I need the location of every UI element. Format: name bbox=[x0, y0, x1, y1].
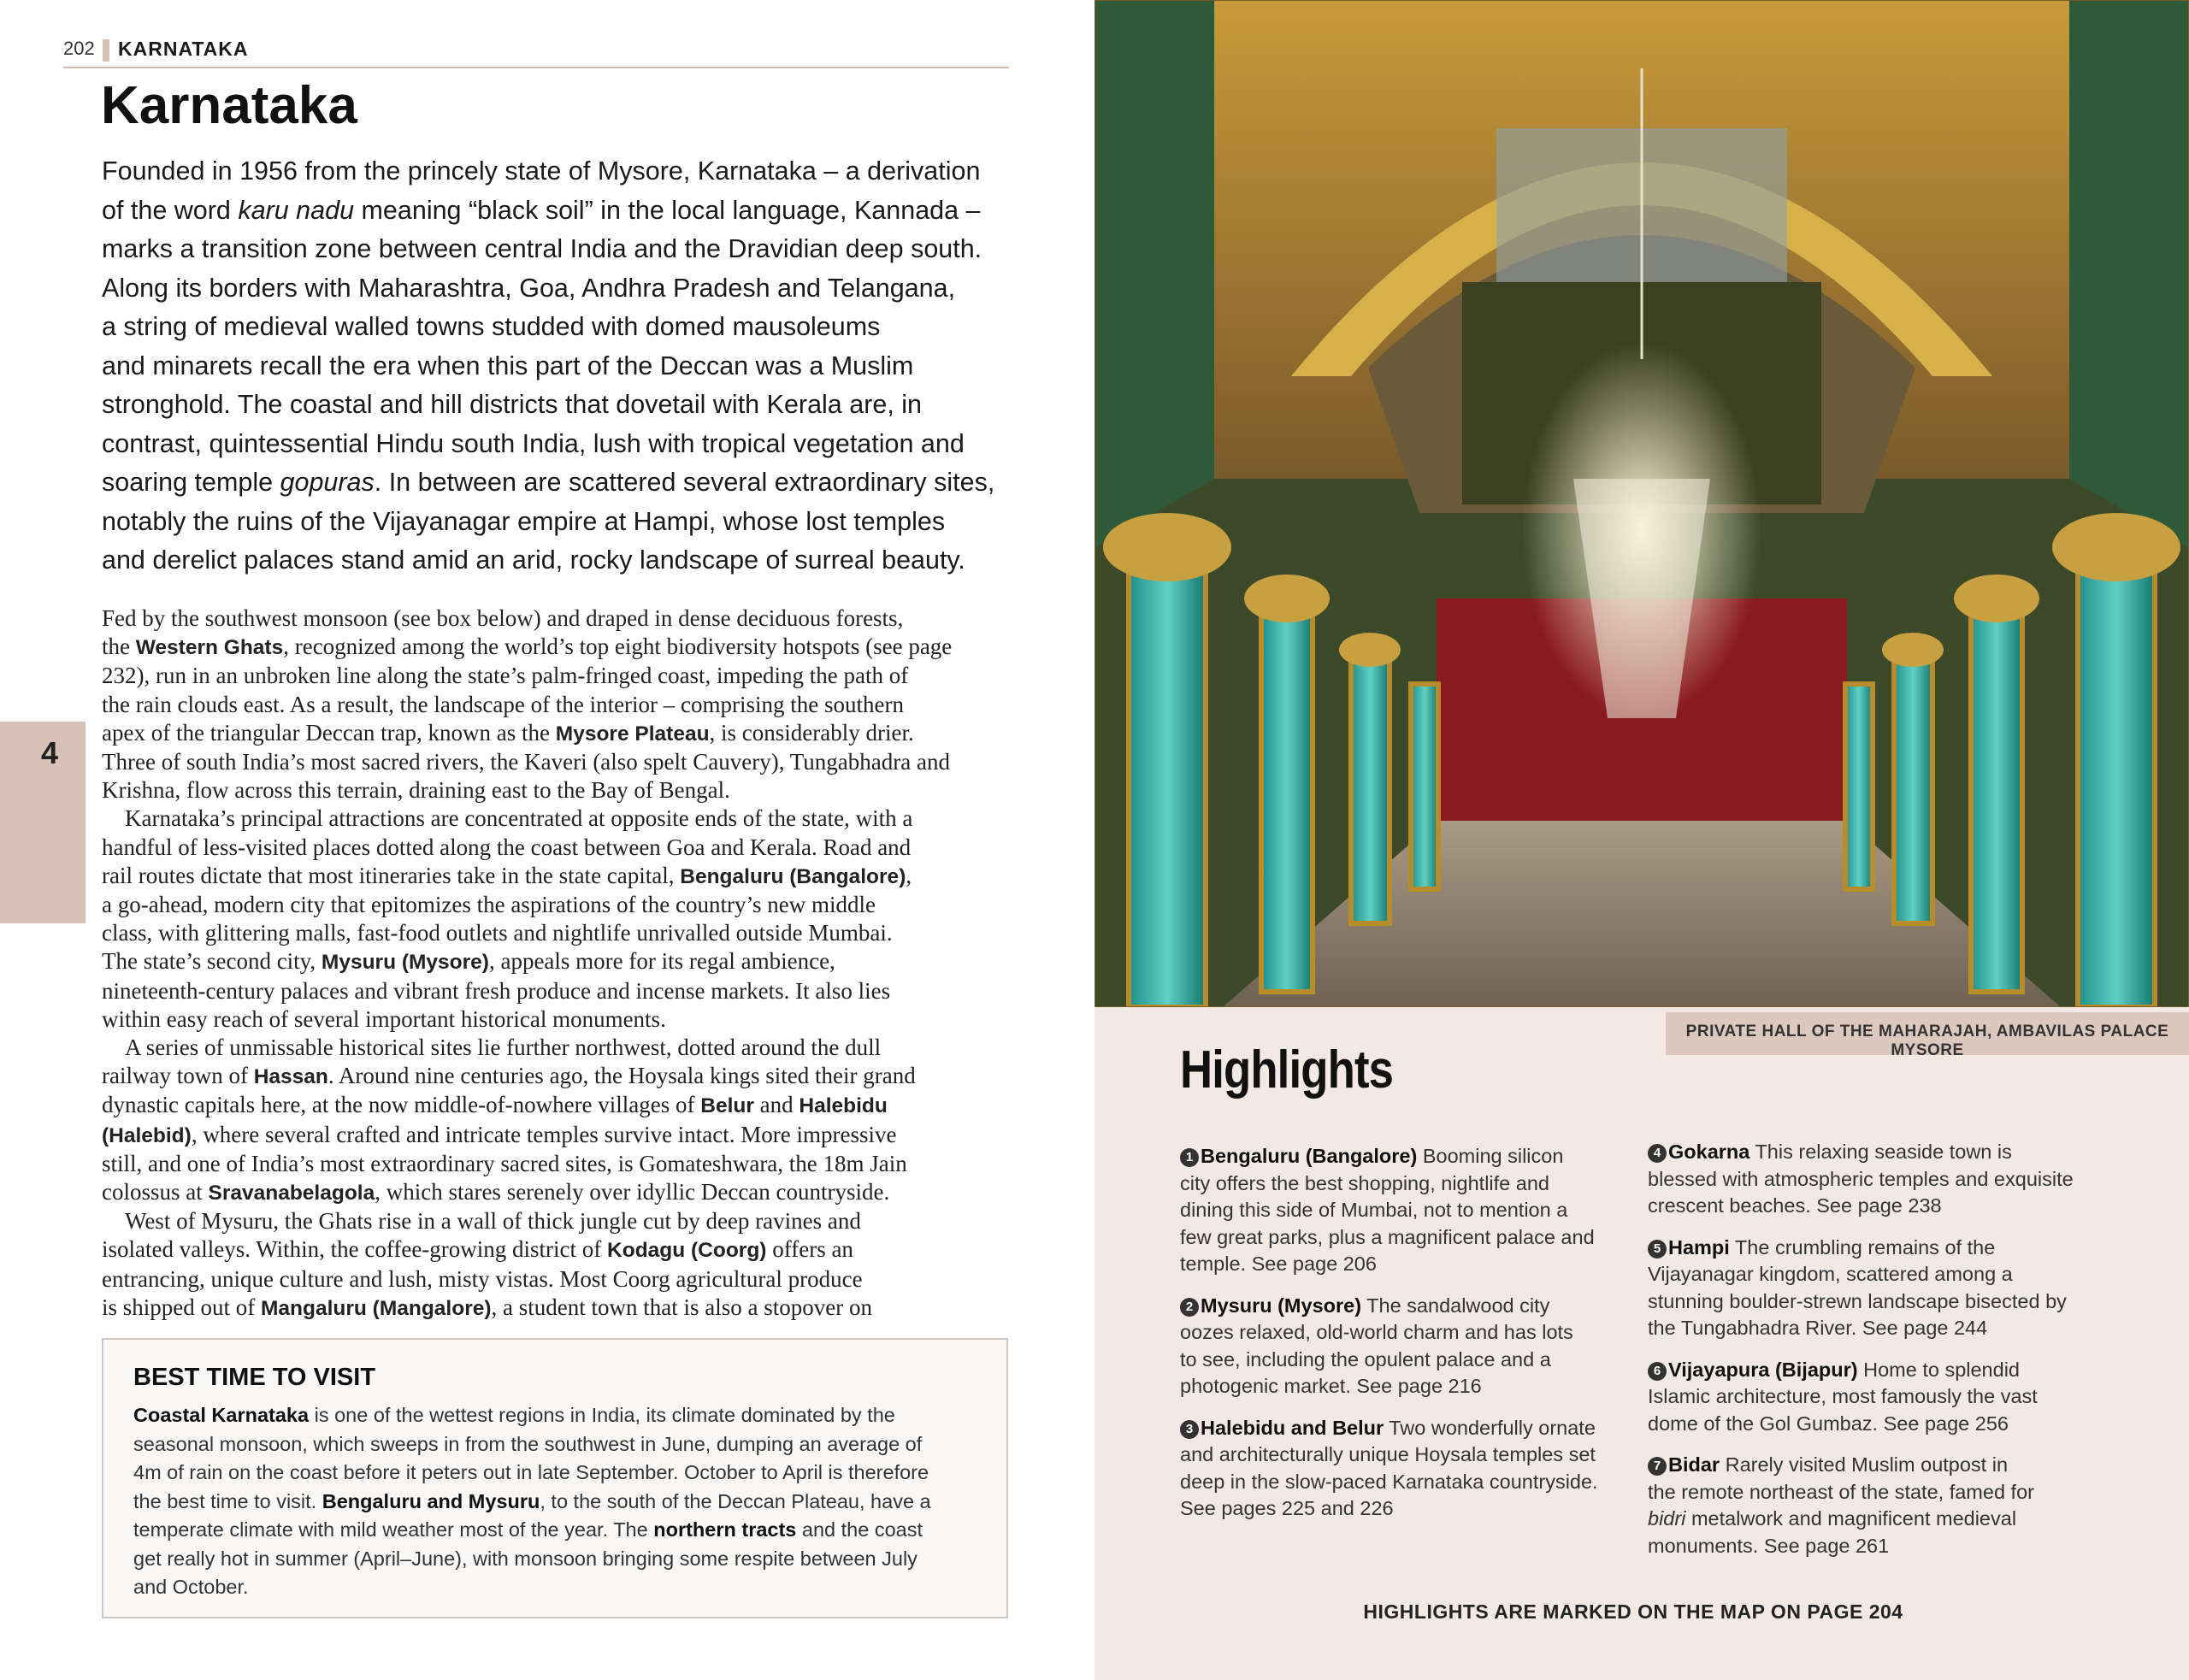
highlight-number-badge: 1 bbox=[1180, 1148, 1199, 1167]
highlight-text: Booming silicon bbox=[1417, 1145, 1564, 1167]
text-run: temperate climate with mild weather most of the year. The bbox=[133, 1518, 654, 1541]
text-run: Karnataka’s principal attractions are concentrated at opposite ends of the state, with a bbox=[102, 805, 913, 832]
body-line bbox=[102, 691, 1008, 719]
text-run: get really hot in summer (April–June), with monsoon bringing some respite between July bbox=[133, 1547, 917, 1570]
bold-term: Sravanabelagola bbox=[208, 1182, 375, 1205]
highlight-line bbox=[1180, 1143, 1625, 1170]
highlight-line bbox=[1180, 1469, 1625, 1496]
left-page bbox=[0, 0, 1094, 1680]
best-time-title: BEST TIME TO VISIT bbox=[133, 1364, 376, 1391]
highlight-text: to see, including the opulent palace and a bbox=[1180, 1347, 1551, 1371]
intro-line: a string of medieval walled towns studded with domed mausoleums bbox=[102, 312, 881, 341]
body-line bbox=[102, 748, 1008, 776]
highlight-line bbox=[1648, 1479, 2127, 1506]
intro-text: of the word bbox=[102, 195, 239, 225]
running-head-title: KARNATAKA bbox=[118, 38, 249, 60]
text-run: is one of the wettest regions in India, its climate dominated by the bbox=[309, 1404, 895, 1426]
highlight-line bbox=[1648, 1288, 2127, 1316]
highlight-item bbox=[1648, 1452, 2127, 1559]
highlight-text: city offers the best shopping, nightlife and bbox=[1180, 1171, 1549, 1194]
text-run: offers an bbox=[766, 1236, 853, 1263]
highlight-name: Hampi bbox=[1668, 1235, 1730, 1259]
best-time-line bbox=[133, 1401, 980, 1430]
body-line bbox=[102, 604, 1008, 633]
text-run: 4m of rain on the coast before it peters out in late September. October to April is therefore bbox=[133, 1461, 929, 1483]
highlight-line bbox=[1648, 1139, 2127, 1166]
highlight-number-badge: 6 bbox=[1648, 1362, 1667, 1381]
intro-line: Founded in 1956 from the princely state of Mysore, Karnataka – a derivation bbox=[102, 156, 981, 186]
bold-term: (Halebid) bbox=[102, 1123, 192, 1147]
best-time-line bbox=[133, 1545, 980, 1574]
text-run: colossus at bbox=[102, 1179, 209, 1205]
text-run: the best time to visit. bbox=[133, 1489, 322, 1512]
highlight-text: and architecturally unique Hoysala temples set bbox=[1180, 1443, 1596, 1465]
best-time-body bbox=[133, 1401, 980, 1602]
page-title: Karnataka bbox=[101, 76, 357, 135]
text-run: and the coast bbox=[796, 1518, 923, 1541]
intro-italic-term: gopuras bbox=[280, 468, 375, 497]
photo-caption: PRIVATE HALL OF THE MAHARAJAH, AMBAVILAS PALACE MYSORE bbox=[1685, 1023, 2169, 1059]
intro-line: marks a transition zone between central India and the Dravidian deep south. bbox=[102, 234, 982, 263]
highlights-title: Highlights bbox=[1180, 1040, 1394, 1099]
body-line bbox=[102, 776, 1008, 805]
highlight-text: few great parks, plus a magnificent palace and bbox=[1180, 1225, 1595, 1248]
intro-paragraph bbox=[102, 152, 1015, 581]
highlight-number-badge: 7 bbox=[1648, 1457, 1667, 1476]
bold-term: Bengaluru (Bangalore) bbox=[680, 864, 906, 888]
text-run: isolated valleys. Within, the coffee-growing district of bbox=[102, 1236, 608, 1263]
body-line bbox=[102, 947, 1008, 976]
best-time-line bbox=[133, 1516, 980, 1545]
body-line bbox=[102, 1294, 1008, 1323]
text-run: still, and one of India’s most extraordinary sacred sites, is Gomateshwara, the 18m Jain bbox=[102, 1150, 907, 1176]
highlight-number-badge: 2 bbox=[1180, 1298, 1199, 1317]
text-run: is shipped out of bbox=[102, 1294, 261, 1320]
highlight-line bbox=[1648, 1166, 2127, 1194]
highlight-text: blessed with atmospheric temples and exquisite bbox=[1648, 1167, 2074, 1190]
highlight-text: This relaxing seaside town is bbox=[1749, 1141, 2012, 1163]
text-run: handful of less-visited places dotted along the coast between Goa and Kerala. Road and bbox=[102, 834, 912, 860]
body-line bbox=[102, 977, 1008, 1005]
highlight-line bbox=[1180, 1415, 1625, 1442]
highlight-text: Rarely visited Muslim outpost in bbox=[1720, 1453, 2009, 1476]
bold-term: Mysuru (Mysore) bbox=[321, 951, 489, 975]
text-run: railway town of bbox=[102, 1063, 254, 1089]
text-run: Krishna, flow across this terrain, draining east to the Bay of Bengal. bbox=[102, 777, 730, 804]
body-line bbox=[102, 1121, 1008, 1150]
body-line bbox=[102, 891, 1008, 919]
highlight-number-badge: 4 bbox=[1648, 1144, 1667, 1163]
highlight-line bbox=[1648, 1193, 2127, 1220]
bold-term: Hassan bbox=[253, 1065, 328, 1089]
highlight-line bbox=[1648, 1357, 2127, 1384]
highlight-name: Vijayapura (Bijapur) bbox=[1668, 1358, 1858, 1381]
bold-term: Coastal Karnataka bbox=[133, 1404, 310, 1426]
bold-term: Western Ghats bbox=[135, 636, 284, 660]
intro-text: soaring temple bbox=[102, 468, 280, 497]
bold-term: Kodagu (Coorg) bbox=[607, 1239, 767, 1263]
text-run: West of Mysuru, the Ghats rise in a wall of thick jungle cut by deep ravines and bbox=[102, 1208, 861, 1235]
highlight-text: dome of the Gol Gumbaz. See page 256 bbox=[1648, 1412, 2009, 1435]
palace-hall-photo bbox=[1094, 0, 2189, 1007]
text-run: 232), run in an unbroken line along the state’s palm-fringed coast, impeding the path of bbox=[102, 663, 909, 689]
highlight-line bbox=[1648, 1383, 2127, 1411]
highlight-name: Bidar bbox=[1668, 1453, 1720, 1476]
text-run: and bbox=[753, 1092, 799, 1118]
body-line bbox=[102, 919, 1008, 947]
text-run: the bbox=[102, 634, 136, 660]
highlight-line bbox=[1648, 1235, 2127, 1262]
highlight-text: deep in the slow-paced Karnataka countryside. bbox=[1180, 1470, 1598, 1493]
highlight-text: oozes relaxed, old-world charm and has lots bbox=[1180, 1321, 1573, 1343]
body-line bbox=[102, 1235, 1008, 1264]
highlight-item bbox=[1648, 1357, 2127, 1438]
highlight-text: crescent beaches. See page 238 bbox=[1648, 1194, 1942, 1217]
body-line bbox=[102, 1062, 1008, 1091]
highlight-text: See pages 225 and 226 bbox=[1180, 1497, 1394, 1519]
highlight-line bbox=[1648, 1261, 2127, 1288]
body-line bbox=[102, 862, 1008, 891]
highlight-text: photogenic market. See page 216 bbox=[1180, 1375, 1482, 1397]
intro-line: Along its borders with Maharashtra, Goa, Andhra Pradesh and Telangana, bbox=[102, 273, 956, 303]
highlight-line bbox=[1180, 1293, 1625, 1320]
highlight-text: Islamic architecture, most famously the vast bbox=[1648, 1385, 2038, 1407]
highlight-text: stunning boulder-strewn landscape bisected by bbox=[1648, 1289, 2067, 1312]
highlight-name: Gokarna bbox=[1668, 1141, 1750, 1163]
highlight-line bbox=[1180, 1170, 1625, 1198]
body-line bbox=[102, 1178, 1008, 1207]
highlight-text: temple. See page 206 bbox=[1180, 1253, 1377, 1275]
running-head bbox=[63, 38, 1009, 68]
highlight-text: metalwork and magnificent medieval bbox=[1685, 1507, 2017, 1530]
highlights-map-note: HIGHLIGHTS ARE MARKED ON THE MAP ON PAGE 204 bbox=[1363, 1600, 1903, 1623]
body-line bbox=[102, 1207, 1008, 1235]
highlight-name: Halebidu and Belur bbox=[1201, 1416, 1384, 1439]
highlight-line bbox=[1180, 1319, 1625, 1347]
text-run: , a student town that is also a stopover on bbox=[491, 1294, 872, 1320]
body-line bbox=[102, 1034, 1008, 1062]
body-line bbox=[102, 1265, 1008, 1294]
highlight-item bbox=[1648, 1139, 2127, 1220]
highlight-text: Vijayanagar kingdom, scattered among a bbox=[1648, 1263, 2013, 1285]
body-line bbox=[102, 805, 1008, 833]
text-run: , appeals more for its regal ambience, bbox=[488, 948, 835, 975]
highlight-line bbox=[1180, 1373, 1625, 1400]
highlight-item bbox=[1648, 1235, 2127, 1342]
bold-term: northern tracts bbox=[653, 1518, 797, 1541]
body-line bbox=[102, 719, 1008, 748]
text-run: nineteenth-century palaces and vibrant fresh produce and incense markets. It also lies bbox=[102, 977, 891, 1004]
highlight-line bbox=[1180, 1495, 1625, 1523]
highlight-text: The crumbling remains of the bbox=[1729, 1235, 1996, 1259]
highlight-line bbox=[1648, 1533, 2127, 1560]
best-time-line bbox=[133, 1488, 980, 1517]
text-run: , recognized among the world’s top eight biodiversity hotspots (see page bbox=[283, 634, 953, 660]
intro-italic-term: karu nadu bbox=[238, 195, 355, 225]
text-run: Three of south India’s most sacred rivers, the Kaveri (also spelt Cauvery), Tungabhadra and bbox=[102, 749, 950, 775]
text-run: a go-ahead, modern city that epitomizes the aspirations of the country’s new middle bbox=[102, 892, 876, 918]
text-run: rail routes dictate that most itineraries take in the state capital, bbox=[102, 862, 681, 888]
text-run: , where several crafted and intricate temples survive intact. More impressive bbox=[191, 1121, 897, 1147]
highlight-name: Mysuru (Mysore) bbox=[1201, 1294, 1362, 1317]
body-text bbox=[102, 604, 1008, 1323]
text-run: seasonal monsoon, which sweeps in from the southwest in June, dumping an average of bbox=[133, 1432, 923, 1455]
photo-caption-bar bbox=[1666, 1012, 2189, 1059]
text-run: , is considerably drier. bbox=[709, 719, 914, 746]
highlight-line bbox=[1648, 1315, 2127, 1342]
body-line bbox=[102, 662, 1008, 690]
bold-term: Halebidu bbox=[799, 1094, 888, 1118]
highlight-line bbox=[1180, 1251, 1625, 1278]
running-head-marker bbox=[103, 39, 109, 62]
intro-line bbox=[102, 463, 1015, 503]
highlight-line bbox=[1180, 1224, 1625, 1252]
body-line bbox=[102, 1091, 1008, 1120]
bold-term: Bengaluru and Mysuru bbox=[322, 1489, 540, 1512]
highlight-text: Two wonderfully ornate bbox=[1384, 1416, 1596, 1439]
highlight-text: the remote northeast of the state, famed for bbox=[1648, 1480, 2034, 1503]
text-run: , bbox=[906, 862, 912, 888]
bold-term: Mangaluru (Mangalore) bbox=[261, 1296, 492, 1320]
intro-text: . In between are scattered several extraordinary sites, bbox=[374, 468, 995, 497]
text-run: the rain clouds east. As a result, the landscape of the interior – comprising the southern bbox=[102, 691, 904, 717]
highlight-number-badge: 5 bbox=[1648, 1240, 1667, 1259]
body-line bbox=[102, 834, 1008, 862]
text-run: Fed by the southwest monsoon (see box below) and draped in dense deciduous forests, bbox=[102, 605, 904, 631]
body-line bbox=[102, 633, 1008, 662]
text-run: A series of unmissable historical sites lie further northwest, dotted around the dull bbox=[102, 1035, 882, 1061]
highlight-number-badge: 3 bbox=[1180, 1420, 1199, 1439]
best-time-line bbox=[133, 1573, 980, 1602]
best-time-line bbox=[133, 1459, 980, 1488]
body-line bbox=[102, 1005, 1008, 1034]
intro-text: meaning “black soil” in the local language, Kannada – bbox=[354, 195, 981, 225]
highlight-line bbox=[1648, 1452, 2127, 1479]
text-run: and October. bbox=[133, 1576, 249, 1598]
highlights-column-1 bbox=[1180, 1143, 1625, 1537]
text-run: The state’s second city, bbox=[102, 948, 322, 975]
highlights-column-2 bbox=[1648, 1139, 2127, 1574]
highlight-line bbox=[1648, 1411, 2127, 1438]
intro-line: and derelict palaces stand amid an arid, rocky landscape of surreal beauty. bbox=[102, 545, 965, 575]
text-run: apex of the triangular Deccan trap, known as the bbox=[102, 719, 556, 746]
italic-term: bidri bbox=[1648, 1507, 1686, 1530]
intro-line: stronghold. The coastal and hill districts that dovetail with Kerala are, in bbox=[102, 390, 923, 419]
highlight-text: dining this side of Mumbai, not to mention a bbox=[1180, 1199, 1568, 1221]
intro-line: notably the ruins of the Vijayanagar empire at Hampi, whose lost temples bbox=[102, 506, 946, 536]
highlight-line bbox=[1180, 1441, 1625, 1469]
intro-line bbox=[102, 192, 1015, 231]
text-run: . Around nine centuries ago, the Hoysala kings sited their grand bbox=[327, 1063, 916, 1089]
highlight-line bbox=[1180, 1197, 1625, 1224]
bold-term: Belur bbox=[700, 1094, 754, 1118]
text-run: class, with glittering malls, fast-food outlets and nightlife unrivalled outside Mumbai. bbox=[102, 920, 893, 946]
text-run: entrancing, unique culture and lush, misty vistas. Most Coorg agricultural produce bbox=[102, 1265, 863, 1292]
highlight-line bbox=[1180, 1347, 1625, 1374]
text-run: within easy reach of several important historical monuments. bbox=[102, 1005, 666, 1032]
highlight-text: monuments. See page 261 bbox=[1648, 1534, 1890, 1557]
highlight-text: the Tungabhadra River. See page 244 bbox=[1648, 1317, 1988, 1339]
page-number: 202 bbox=[63, 38, 95, 59]
text-run: dynastic capitals here, at the now middle-of-nowhere villages of bbox=[102, 1092, 701, 1118]
intro-line: contrast, quintessential Hindu south India, lush with tropical vegetation and bbox=[102, 428, 965, 458]
highlight-line bbox=[1648, 1506, 2127, 1533]
highlight-item bbox=[1180, 1143, 1625, 1278]
highlight-text: Home to splendid bbox=[1857, 1358, 2020, 1381]
highlight-item bbox=[1180, 1293, 1625, 1400]
best-time-line bbox=[133, 1430, 980, 1459]
highlight-text: The sandalwood city bbox=[1361, 1294, 1550, 1317]
text-run: , which stares serenely over idyllic Deccan countryside. bbox=[375, 1179, 890, 1205]
text-run: , to the south of the Deccan Plateau, have a bbox=[540, 1489, 931, 1512]
chapter-number: 4 bbox=[41, 735, 59, 770]
best-time-box bbox=[102, 1338, 1008, 1618]
highlight-item bbox=[1180, 1415, 1625, 1523]
bold-term: Mysore Plateau bbox=[555, 722, 710, 746]
intro-line: and minarets recall the era when this part of the Deccan was a Muslim bbox=[102, 351, 914, 380]
body-line bbox=[102, 1150, 1008, 1178]
highlight-name: Bengaluru (Bangalore) bbox=[1201, 1145, 1418, 1167]
